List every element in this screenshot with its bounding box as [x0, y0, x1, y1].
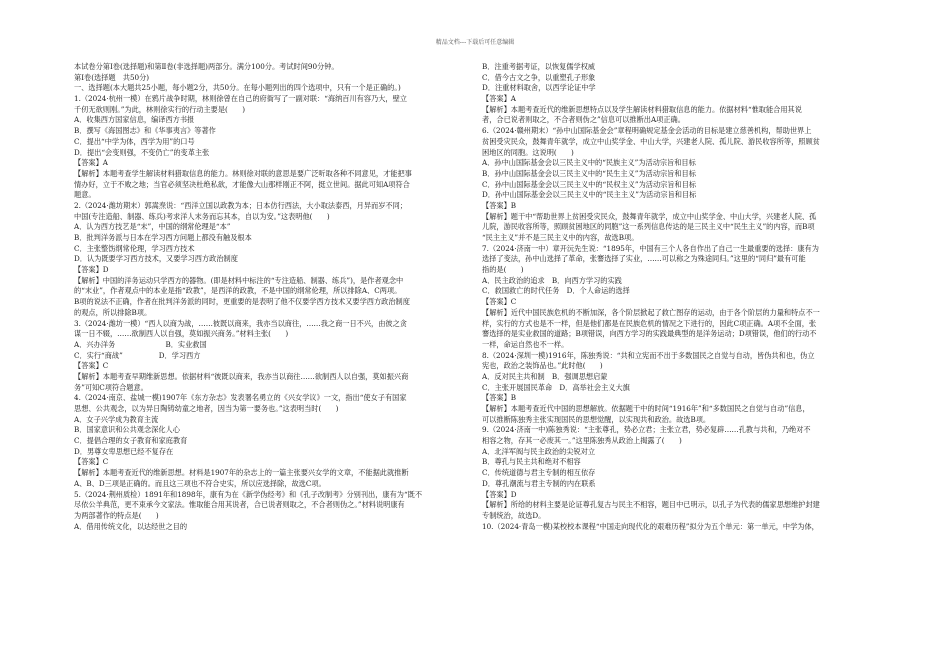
text-line: 【解析】近代中国民族危机的不断加深，各个阶层掀起了救亡图存的运动，由于各个阶层的力量和特点不一	[482, 307, 820, 317]
text-line: C．主张整饬纲常伦理，学习西方技术	[74, 243, 195, 253]
text-line: 【答案】A	[74, 158, 108, 168]
text-line: 思想、公共观念，以为异日陶铸幼童之地者，因当为第一要务也。”这表明当时( )	[74, 404, 339, 413]
text-line: 情办好，立于不败之地；当官必须坚决杜绝私欲，才能像大山那样刚正不阿，挺立世间。据此可知A项符合	[74, 179, 410, 189]
text-line: 10.（2024·青岛一模)某校校本课程“中国走向现代化的艰难历程”拟分为五个单元：第一单元，中学为体，	[482, 521, 819, 531]
text-line: “民主主义”并不是三民主义中的内容，故选B项。	[482, 233, 639, 242]
text-line: D．尊孔潮流与君主专制的内在联系	[482, 478, 596, 488]
text-line: 【解析】本题考查早期维新思想。依据材料“彼既以商来，我亦当以商往……欲制西人以自强，莫如振兴商	[74, 371, 409, 381]
text-line: 谋一日不辍，……欲制西人以自强，莫如振兴商务。”材料主张( )	[74, 329, 289, 339]
text-line: 【解析】本题考查近代的维新思想。材料是1907年的杂志上的一篇主张要兴女学的文章，不能据此就推断	[74, 468, 409, 478]
text-line: 4.（2024·南京、盐城一模)1907年《东方杂志》发表署名勇立的《兴女学议》一文，指出“使女子有国家	[74, 393, 407, 403]
text-line: C．提出“中学为体，西学为用”的口号	[74, 136, 195, 146]
text-line: B．注重考据考证，以恢复儒学权威	[482, 62, 596, 71]
text-line: 謇选择的是实业救国的道路；B项错误，向西方学习的实践最典型的是洋务运动；D项错误，他们的行动不	[482, 329, 817, 339]
text-line: 为两部著作的特点是( )	[74, 510, 159, 520]
text-line: B．撰写《海国图志》和《华事夷言》等著作	[74, 126, 216, 136]
text-line: A．女子兴学成为教育主流	[74, 414, 159, 424]
text-line: 【解析】所给的材料主要是论证尊孔复古与民主不相容，题目中已明示，以孔子为代表的儒家思想维护封建	[482, 500, 820, 510]
text-line: A．认为西方技艺是“末”，中国的纲常伦理是“本”	[74, 222, 231, 232]
text-line: 的观点，所以排除B项。	[74, 307, 152, 317]
text-line: 【答案】B	[482, 200, 517, 210]
text-line: 题意。	[74, 190, 96, 200]
text-line: 【答案】D	[482, 489, 517, 499]
text-line: A．民主政治的追求 B．向西方学习的实践	[482, 275, 622, 285]
text-line: 千仞无欲则刚。”为此，林则徐实行的行动主要是( )	[74, 104, 245, 114]
text-line: 专制统治，故选D。	[482, 510, 546, 520]
header-note: 精品文档---下载后可任意编辑	[435, 39, 515, 46]
text-line: 可以推断陈独秀主张实现国民的思想觉醒，以实现共和政治。故选B项。	[482, 414, 711, 424]
text-line: D．提出“会变则强，不变仍亡”的变革主张	[74, 147, 210, 157]
text-line: 7.（2024·济南一中）章开沅先生说：“1895年，中国有三个人各自作出了自己一生最重要的选择：康有为	[482, 243, 819, 253]
text-line: 6.（2024·赣州期末）“孙中山国际基金会”章程明确规定基金会活动的目标是建立慈善机构，帮助世界上	[482, 126, 812, 136]
text-line: B项的说法不正确，作者在批判洋务派的同时，更重要的是表明了他不仅要学西方技术又要学西方政治制度	[74, 297, 410, 307]
text-line: 儿院，游民收容所等，照顾贫困地区的同胞”这一系列信息传达的是三民主义中“民生主义”的内容，而B项	[482, 222, 815, 232]
text-line: 务”可知C项符合题意。	[74, 382, 148, 392]
text-line: A．兴办洋务 B．实业救国	[74, 339, 207, 349]
text-line: A．孙中山国际基金会以三民主义中的“民族主义”为活动宗旨和目标	[482, 158, 696, 168]
text-line: 2.（2024·潍坊期末）郭嵩焘说：“西洋立国以政教为本；日本仿行西法，大小取法泰西，月异而岁不同；	[74, 200, 407, 210]
text-line: D．男尊女卑思想已经不复存在	[74, 446, 174, 456]
text-line: 中国(专注造船、制器、练兵)考求洋人末务而忘其本，自以为安。”这表明他( )	[74, 211, 330, 221]
text-line: A．反对民主共和制 B．强调思想启蒙	[482, 371, 608, 381]
text-line: 【答案】C	[74, 457, 109, 467]
text-line: 宪也，政治之装饰品也。”此时他( )	[482, 361, 603, 371]
text-line: 【解析】本题考查学生解读材料猎取信息的能力。林则徐对联的意思是要广泛听取各种不同意见，才能把事	[74, 168, 412, 178]
text-line: 本试卷分第Ⅰ卷(选择题)和第Ⅱ卷(非选择题)两部分。满分100分。考试时间90分钟。	[74, 62, 339, 71]
text-line: 一、选择题(本大题共25小题，每小题2分，共50分。在每小题列出的四个选项中，只有一个是正确的。)	[74, 83, 401, 93]
text-line: 【答案】C	[482, 297, 517, 307]
text-line: 第Ⅰ卷(选择题 共50分)	[74, 72, 150, 82]
text-line: 【答案】A	[482, 94, 516, 104]
left-column	[74, 62, 478, 543]
text-line	[482, 532, 892, 543]
text-line: D．注重材料取舍，以西学论证中学	[482, 83, 596, 93]
text-line: C．借今古文之争，以重塑孔子形象	[482, 72, 596, 82]
text-line: C．传统道德与君主专制的相互依存	[482, 468, 596, 478]
text-line: 3.（2024·潍坊一模）“西人以商为战，……彼既以商来，我亦当以商往，……我之商一日不兴，由彼之贪	[74, 318, 407, 328]
text-line: C．救国救亡的时代任务 D．个人命运的选择	[482, 286, 630, 296]
text-line: D．孙中山国际基金会以三民主义中的“民主主义”为活动宗旨和目标	[482, 190, 697, 200]
text-line: A．北洋军阀与民主政治的尖锐对立	[482, 446, 596, 456]
text-line: 【解析】题干中“帮助世界上贫困受灾民众，鼓舞青年就学，成立中山奖学金、中山大学，兴建老人院、孤	[482, 211, 817, 221]
text-line: 【答案】D	[74, 265, 109, 275]
text-line: 【解析】本题考查近代中国的思想解放。依据题干中的时间“1916年”和“多数国民之自觉与自动”信息，	[482, 404, 810, 413]
text-line: B．国家意识和公共观念深化人心	[74, 425, 180, 435]
text-line: 相容之物，存其一必废其一。”这里陈独秀从政治上揭露了( )	[482, 436, 682, 446]
text-line: 的“末业”，作者观点中的本业是指“政教”，是西洋的政教，不是中国的纲常伦理，所以排除A、C两项。	[74, 286, 402, 296]
text-line: 1.（2024·杭州一模）在鸦片战争时期，林则徐曾在自己的府衙写了一副对联：“海纳百川有容乃大，壁立	[74, 94, 407, 104]
text-line: C．提倡合理的女子教育和家庭教育	[74, 436, 188, 446]
text-line: C．实行“商战” D．学习西方	[74, 350, 201, 360]
text-line: 样，实行的方式也是不一样，但是他们都是在民族危机的情况之下进行的，因此C项正确。A项不全面，张	[482, 318, 817, 328]
text-line: 贫困受灾民众，鼓舞青年就学，成立中山奖学金、中山大学，兴建老人院、孤儿院、游民收容所等，照顾贫	[482, 136, 820, 146]
text-line: 选择了变法，孙中山选择了革命，张謇选择了实业，……可以称之为殊途同归。”这里的“同归”最有可能	[482, 254, 806, 264]
text-line: 【解析】本题考查近代的维新思想特点以及学生解读材料猎取信息的能力。依据材料“惟取能合用其说	[482, 104, 802, 114]
text-line: 【解析】中国的洋务运动只学西方的器物。(即是材料中标注的“专注造船、制器、练兵”)，是作者观念中	[74, 275, 404, 285]
text-line: 指的是( )	[482, 265, 524, 275]
text-line: 【答案】C	[74, 361, 109, 371]
text-line: 【答案】B	[482, 393, 517, 403]
text-line: 8.（2024·深圳一模)1916年，陈独秀说：“共和立宪而不出于多数国民之自觉与自动，皆伪共和也，伪立	[482, 350, 815, 360]
right-column	[482, 62, 892, 543]
text-line: C．主张开展国民革命 D．高举社会主义大旗	[482, 382, 630, 392]
text-line: B．尊孔与民主共和绝对不相容	[482, 457, 581, 467]
text-line: B．批判洋务派与日本在学习西方问题上都没有触及根本	[74, 233, 252, 242]
text-line: C．孙中山国际基金会以三民主义中的“民权主义”为活动宗旨和目标	[482, 179, 697, 189]
text-line: 5.（2024·荆州质检）1891年和1898年，康有为在《新学伪经考》和《孔子改制考》分别刊出，康有为“既不	[74, 489, 423, 499]
text-line: A．借用传统文化，以达经世之目的	[74, 521, 188, 531]
text-line: B．孙中山国际基金会以三民主义中的“民生主义”为活动宗旨和目标	[482, 168, 696, 178]
text-line: 者，合已说者则取之，不合者则伪之”信息可以推断出A项正确。	[482, 115, 685, 125]
text-line: 尽依公羊典范，更不束承今文家法。惟取能合用其说者，合已说者则取之，不合者则伪之。”材料说明康有	[74, 500, 405, 510]
text-line: A、B、D三项是正确的。而且这三项也不符合史实，所以应选择除，故选C项。	[74, 478, 326, 488]
text-line: 一样，命运自然也不一样。	[482, 339, 569, 349]
text-line	[74, 532, 478, 543]
text-line: D．认为既要学习西方技术，又要学习西方政治制度	[74, 254, 238, 264]
text-line: 困地区的同胞。这说明( )	[482, 147, 574, 157]
text-line: 9.（2024·济南一中)陈独秀说：“主张尊孔，势必立君；主张立君，势必复辟……孔教与共和，乃绝对不	[482, 425, 811, 435]
text-line: A．收集西方国家信息，编译西方书报	[74, 115, 195, 125]
